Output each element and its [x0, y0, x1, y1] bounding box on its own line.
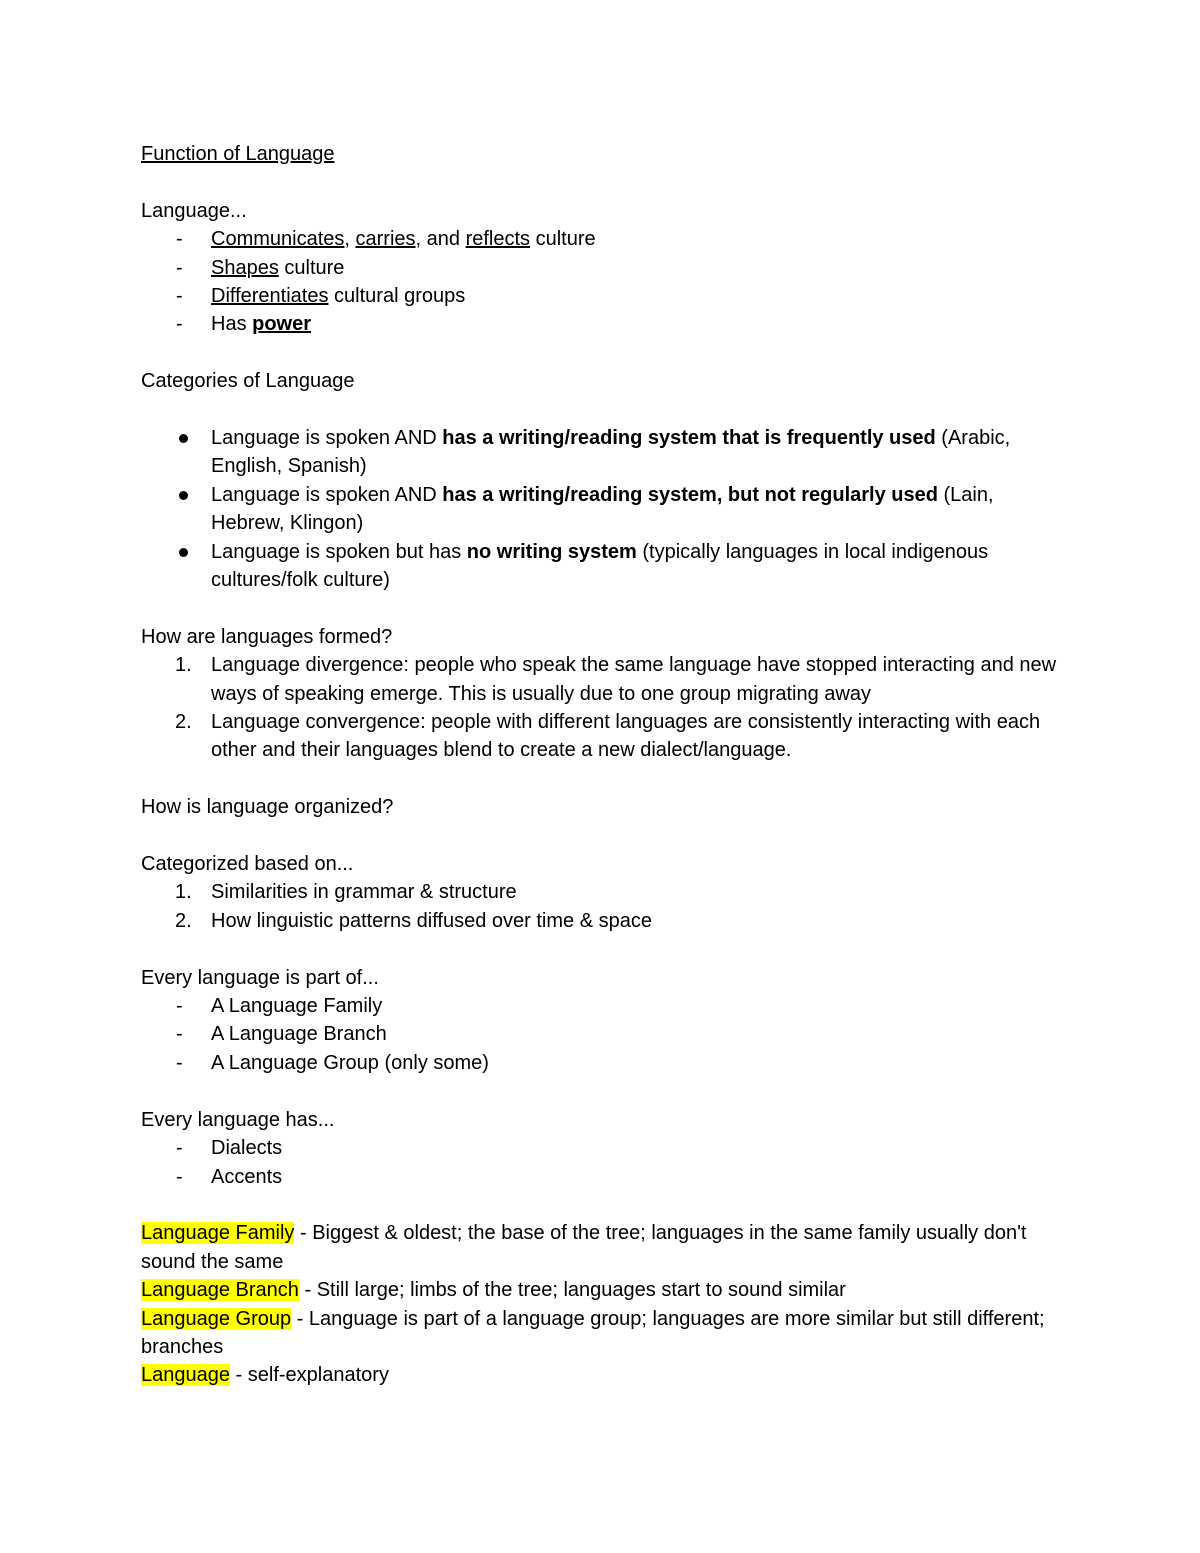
definition-language-branch: Language Branch - Still large; limbs of the tree; languages start to sound similar	[141, 1279, 846, 1302]
list-item: 1. Language divergence: people who speak the same language have stopped interacting and new ways of speaking emerge. This is usually due to one group migrating away	[141, 651, 1066, 708]
section6-intro: Every language has...	[141, 1108, 335, 1131]
list-item: Language is spoken AND has a writing/reading system that is frequently used (Arabic, English, Spanish)	[141, 424, 1066, 481]
section3-list	[141, 651, 1066, 765]
list-number: 2.	[175, 909, 192, 932]
dash-marker: -	[176, 1051, 183, 1074]
definition-language-family: Language Family - Biggest & oldest; the base of the tree; languages in the same family usually don't sound the same	[141, 1222, 1027, 1273]
dash-marker: -	[176, 256, 183, 279]
list-item: - Has power	[141, 310, 1066, 338]
highlighted-term: Language Group	[141, 1307, 292, 1330]
list-item: Language is spoken but has no writing system (typically languages in local indigenous cultures/folk culture)	[141, 538, 1066, 595]
spacer	[141, 168, 1066, 196]
list-item: - Dialects	[141, 1134, 1066, 1162]
list-item: 2. How linguistic patterns diffused over time & space	[141, 907, 1066, 935]
dash-marker: -	[176, 313, 183, 336]
list-item: - Shapes culture	[141, 254, 1066, 282]
section2-list	[141, 424, 1066, 594]
spacer	[141, 765, 1066, 793]
dash-marker: -	[176, 995, 183, 1018]
list-item: 1. Similarities in grammar & structure	[141, 878, 1066, 906]
section5-intro: Every language is part of...	[141, 966, 379, 989]
highlighted-term: Language	[141, 1364, 230, 1387]
highlighted-term: Language Branch	[141, 1279, 299, 1302]
section3-heading: How are languages formed?	[141, 625, 393, 648]
list-item: - Communicates, carries, and reflects culture	[141, 225, 1066, 253]
bullet-icon	[179, 491, 188, 500]
list-item: - A Language Branch	[141, 1020, 1066, 1048]
spacer	[141, 396, 1066, 424]
dash-marker: -	[176, 228, 183, 251]
section1-list	[141, 225, 1066, 339]
section1-intro: Language...	[141, 199, 247, 222]
document-content	[141, 140, 1066, 1390]
list-item: - Accents	[141, 1163, 1066, 1191]
spacer	[141, 594, 1066, 622]
list-item: - A Language Group (only some)	[141, 1049, 1066, 1077]
spacer	[141, 339, 1066, 367]
section4-intro: Categorized based on...	[141, 853, 354, 876]
definition-language: Language - self-explanatory	[141, 1364, 389, 1387]
dash-marker: -	[176, 1165, 183, 1188]
highlighted-term: Language Family	[141, 1222, 295, 1245]
section4-list	[141, 878, 1066, 935]
dash-marker: -	[176, 285, 183, 308]
dash-marker: -	[176, 1023, 183, 1046]
spacer	[141, 935, 1066, 963]
section4-heading: How is language organized?	[141, 796, 394, 819]
spacer	[141, 822, 1066, 850]
bullet-icon	[179, 434, 188, 443]
list-item: - A Language Family	[141, 992, 1066, 1020]
spacer	[141, 1077, 1066, 1105]
list-item: Language is spoken AND has a writing/reading system, but not regularly used (Lain, Hebrew, Klingon)	[141, 481, 1066, 538]
spacer	[141, 1191, 1066, 1219]
section2-heading: Categories of Language	[141, 370, 355, 393]
doc-title: Function of Language	[141, 143, 335, 165]
definition-language-group: Language Group - Language is part of a language group; languages are more similar but still different; branches	[141, 1307, 1045, 1358]
list-item: 2. Language convergence: people with different languages are consistently interacting with each other and their languages blend to create a new dialect/language.	[141, 708, 1066, 765]
bullet-icon	[179, 548, 188, 557]
list-number: 1.	[175, 654, 192, 677]
section6-list	[141, 1134, 1066, 1191]
list-item: - Differentiates cultural groups	[141, 282, 1066, 310]
dash-marker: -	[176, 1137, 183, 1160]
section5-list	[141, 992, 1066, 1077]
list-number: 1.	[175, 881, 192, 904]
list-number: 2.	[175, 711, 192, 734]
